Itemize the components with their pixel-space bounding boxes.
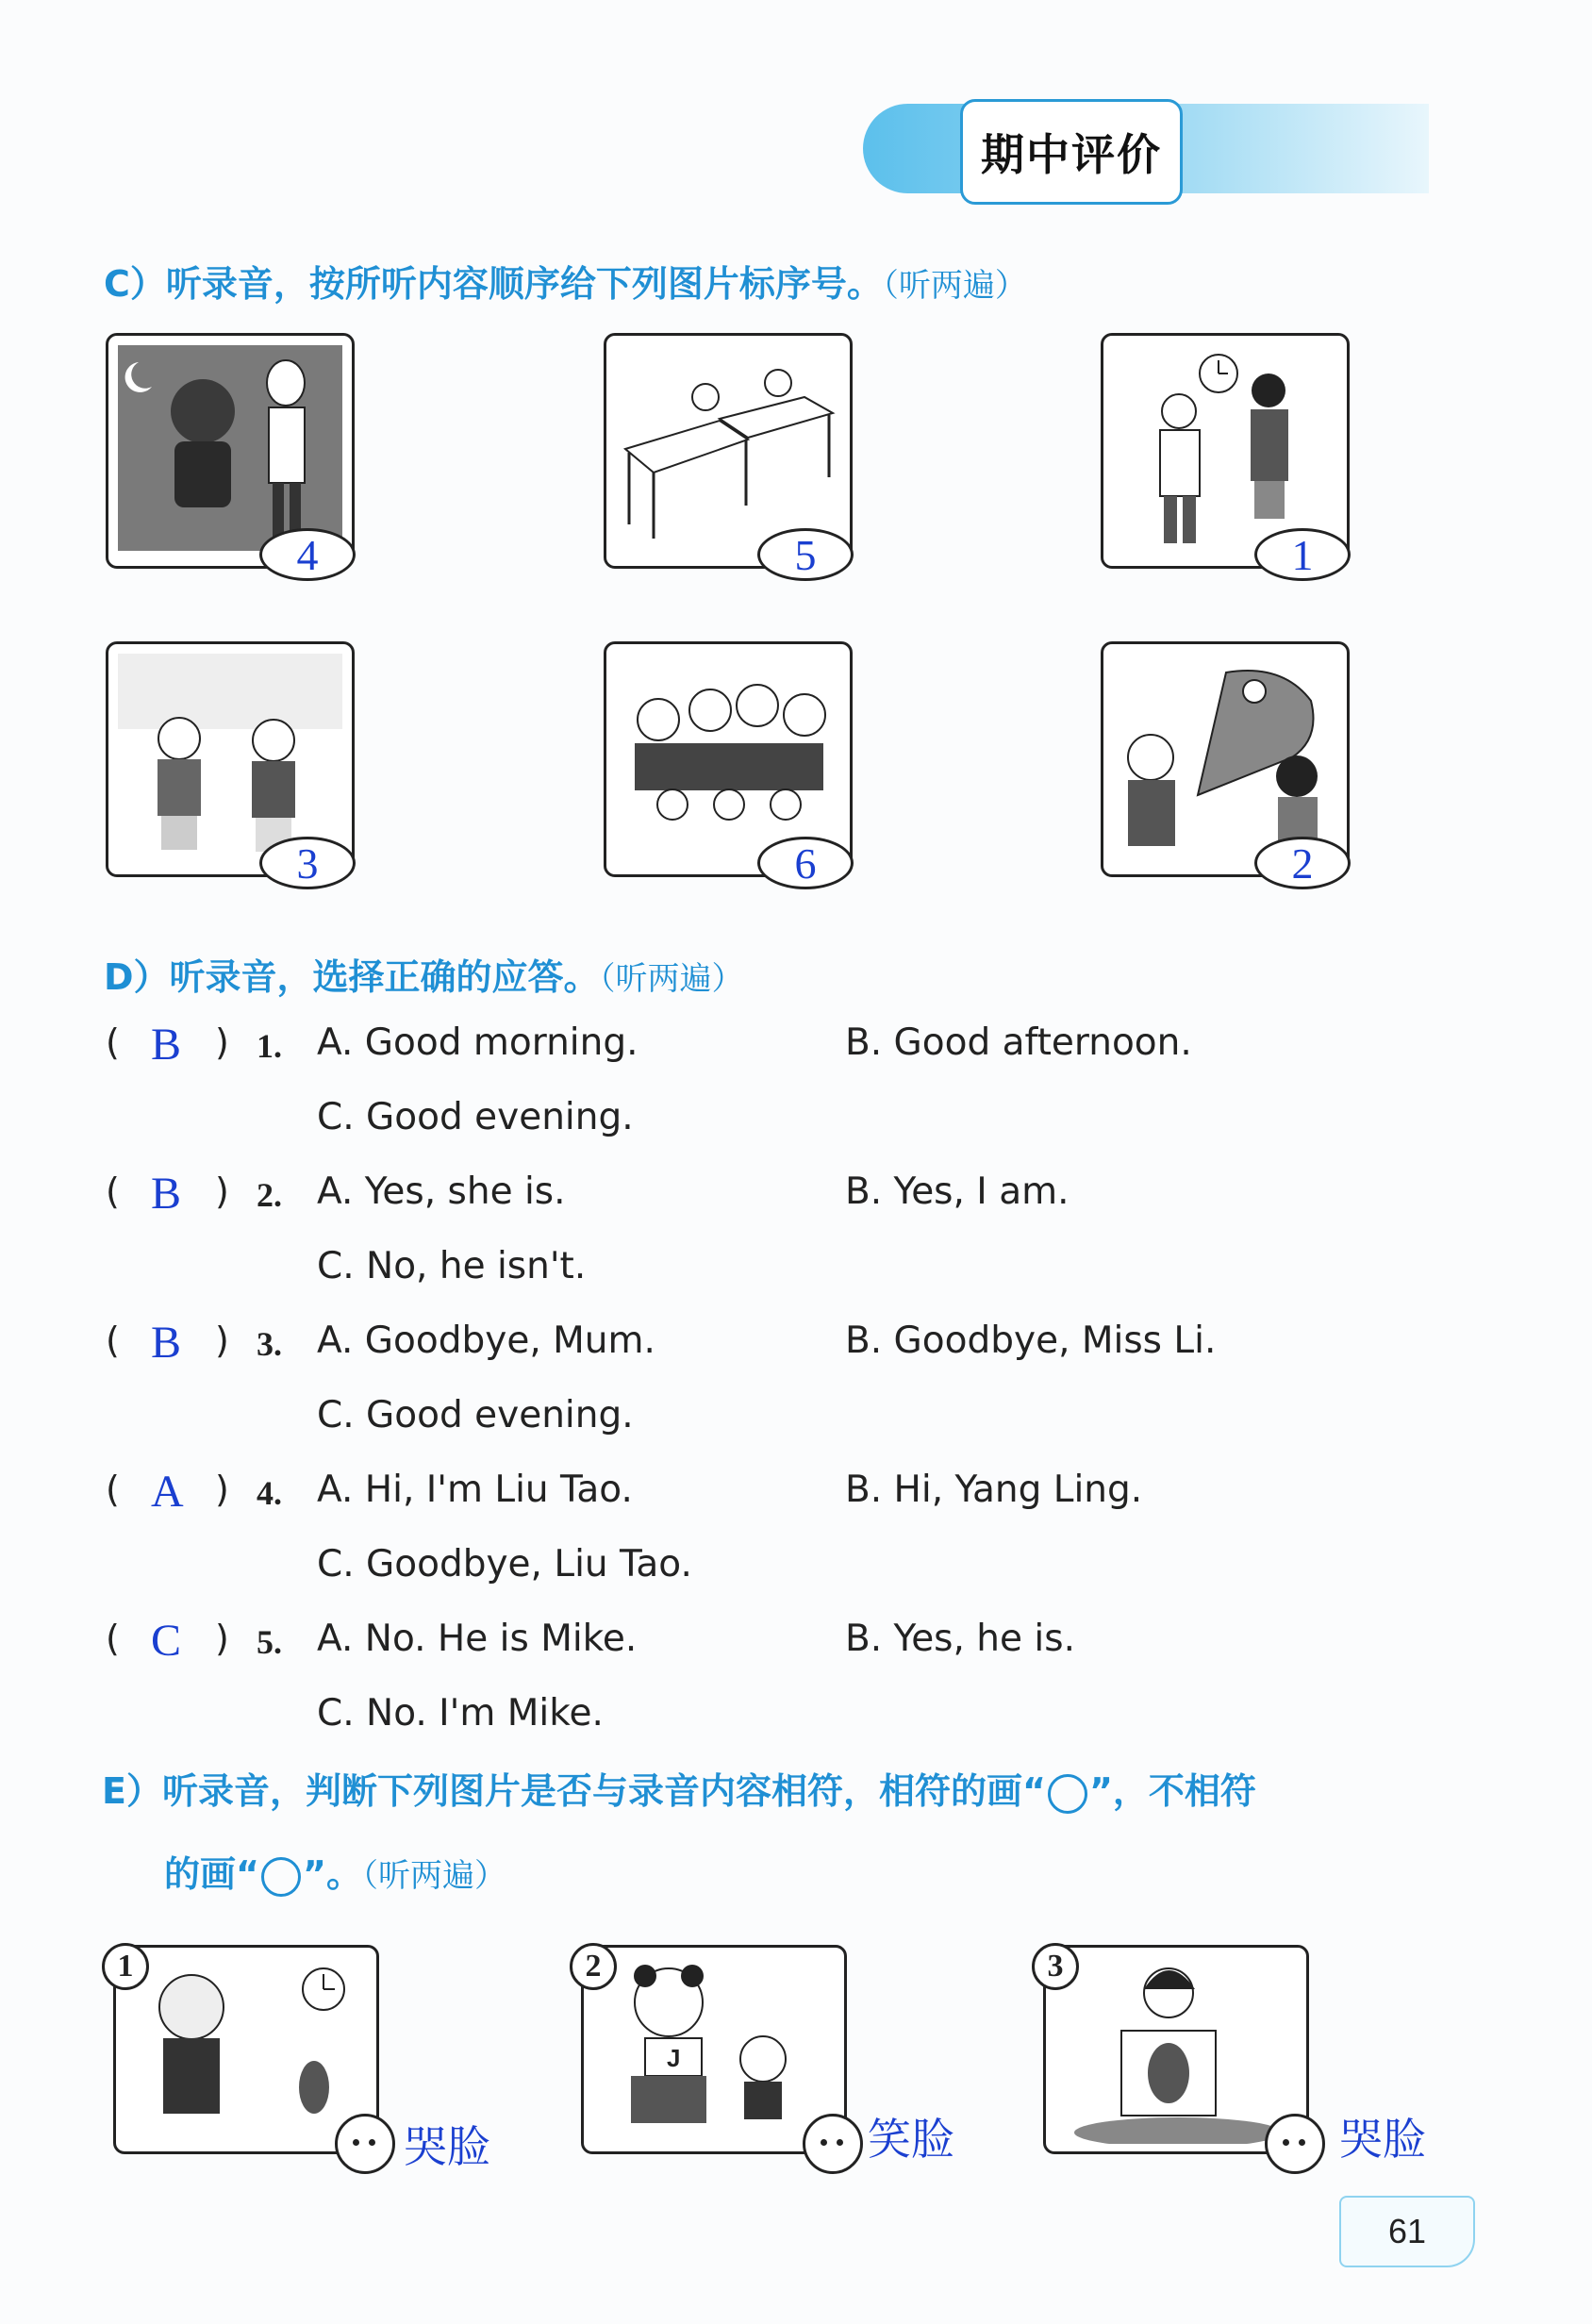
face-answer-text: 哭脸 bbox=[1339, 2114, 1426, 2165]
section-d-title bbox=[104, 948, 744, 1000]
section-e-text-d: ”。 bbox=[302, 1853, 362, 1895]
e-item-number: 1 bbox=[102, 1943, 149, 1990]
answer-letter: C bbox=[151, 1616, 182, 1666]
cat-night-illustration bbox=[118, 345, 342, 551]
order-number-oval: 2 bbox=[1254, 837, 1351, 889]
face-answer-circle bbox=[335, 2114, 395, 2174]
classroom-illustration bbox=[616, 345, 840, 551]
picture-classroom-desks bbox=[604, 333, 853, 579]
option-c: C. Good evening. bbox=[317, 1394, 634, 1436]
option-a: A. Goodbye, Mum. bbox=[317, 1320, 655, 1362]
answer-letter: A bbox=[151, 1467, 184, 1517]
section-e-note: （听两遍） bbox=[361, 1857, 506, 1895]
picture-cat-night bbox=[106, 333, 355, 579]
option-c: C. No, he isn't. bbox=[317, 1245, 587, 1287]
face-answer-circle bbox=[803, 2114, 863, 2174]
answer-letter: B bbox=[151, 1318, 182, 1368]
section-e-text-a: E）听录音，判断下列图片是否与录音内容相符，相符的画“ bbox=[102, 1770, 1046, 1812]
option-b: B. Yes, I am. bbox=[845, 1170, 1070, 1213]
page-title: 期中评价 bbox=[960, 99, 1183, 205]
section-c-note: （听两遍） bbox=[882, 267, 1027, 305]
panda-illustration bbox=[593, 1955, 838, 2144]
order-number-oval: 3 bbox=[259, 837, 356, 889]
family-illustration bbox=[616, 654, 840, 859]
answer-paren-close: ) bbox=[215, 1618, 229, 1659]
option-a: A. Good morning. bbox=[317, 1021, 638, 1064]
section-e-text-b: ”，不相符 bbox=[1088, 1770, 1256, 1812]
picture-kids-slide bbox=[1101, 641, 1350, 888]
option-b: B. Yes, he is. bbox=[845, 1618, 1075, 1660]
picture-boy-teacher-clock bbox=[1101, 333, 1350, 579]
e-item-number: 2 bbox=[570, 1943, 617, 1990]
order-number-oval: 6 bbox=[757, 837, 854, 889]
smiley-face-icon bbox=[1048, 1774, 1087, 1814]
cat-clock-mouse-illustration bbox=[125, 1955, 371, 2144]
question-number: 2. bbox=[257, 1176, 282, 1214]
option-a: A. Hi, I'm Liu Tao. bbox=[317, 1469, 633, 1511]
option-b: B. Goodbye, Miss Li. bbox=[845, 1320, 1217, 1362]
girl-card-illustration bbox=[1055, 1955, 1301, 2144]
order-number-oval: 1 bbox=[1254, 528, 1351, 581]
option-c: C. No. I'm Mike. bbox=[317, 1692, 604, 1735]
answer-paren-close: ) bbox=[215, 1469, 229, 1510]
section-c-instruction: C）听录音，按所听内容顺序给下列图片标序号。 bbox=[104, 263, 883, 305]
question-number: 5. bbox=[257, 1623, 282, 1661]
e-picture-cat-clock-mouse bbox=[113, 1945, 379, 2154]
order-number-oval: 5 bbox=[757, 528, 854, 581]
section-e-text-c: 的画“ bbox=[164, 1853, 259, 1895]
option-a: A. No. He is Mike. bbox=[317, 1618, 638, 1660]
section-d-instruction: D）听录音，选择正确的应答。 bbox=[104, 956, 600, 998]
kids-slide-illustration bbox=[1113, 654, 1337, 859]
e-picture-girl-holding-card bbox=[1043, 1945, 1309, 2154]
svg-text:J: J bbox=[667, 2044, 681, 2072]
question-number: 4. bbox=[257, 1474, 282, 1512]
sad-face-icon bbox=[261, 1857, 301, 1897]
answer-letter: B bbox=[151, 1020, 182, 1070]
e-picture-panda-letter-j bbox=[581, 1945, 847, 2154]
page-number: 61 bbox=[1339, 2196, 1475, 2267]
face-answer-text: 笑脸 bbox=[868, 2114, 954, 2165]
answer-paren-close: ) bbox=[215, 1320, 229, 1361]
option-b: B. Good afternoon. bbox=[845, 1021, 1192, 1064]
section-e-title-line2 bbox=[164, 1845, 506, 1897]
option-c: C. Goodbye, Liu Tao. bbox=[317, 1543, 692, 1585]
question-number: 3. bbox=[257, 1325, 282, 1363]
answer-paren-open: ( bbox=[106, 1021, 120, 1063]
answer-paren-open: ( bbox=[106, 1469, 120, 1510]
answer-paren-open: ( bbox=[106, 1320, 120, 1361]
section-e-title-line1 bbox=[102, 1762, 1256, 1814]
section-c-title bbox=[104, 255, 1027, 307]
option-c: C. Good evening. bbox=[317, 1096, 634, 1138]
kids-waving-illustration bbox=[118, 654, 342, 859]
picture-two-kids-waving bbox=[106, 641, 355, 888]
section-d-note: （听两遍） bbox=[599, 960, 744, 998]
answer-paren-close: ) bbox=[215, 1021, 229, 1063]
option-a: A. Yes, she is. bbox=[317, 1170, 566, 1213]
boy-teacher-illustration bbox=[1113, 345, 1337, 551]
face-answer-circle bbox=[1265, 2114, 1325, 2174]
order-number-oval: 4 bbox=[259, 528, 356, 581]
face-answer-text: 哭脸 bbox=[404, 2121, 490, 2172]
option-b: B. Hi, Yang Ling. bbox=[845, 1469, 1143, 1511]
answer-paren-open: ( bbox=[106, 1170, 120, 1212]
answer-paren-close: ) bbox=[215, 1170, 229, 1212]
e-item-number: 3 bbox=[1032, 1943, 1079, 1990]
answer-paren-open: ( bbox=[106, 1618, 120, 1659]
answer-letter: B bbox=[151, 1169, 182, 1219]
question-number: 1. bbox=[257, 1027, 282, 1065]
picture-family-group bbox=[604, 641, 853, 888]
